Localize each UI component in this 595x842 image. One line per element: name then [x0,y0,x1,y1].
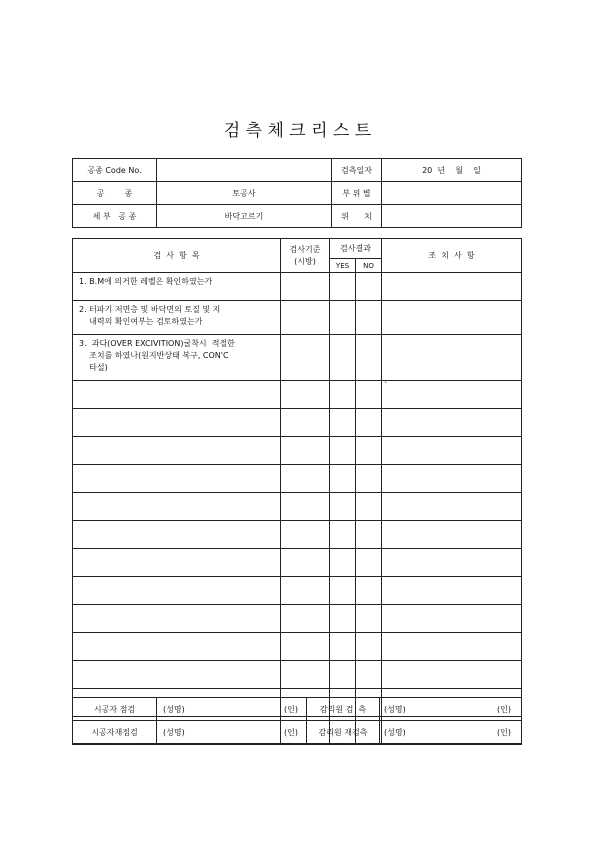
check-yes-cell[interactable] [330,465,356,493]
check-criteria-cell[interactable] [281,577,330,605]
check-action-cell[interactable] [382,409,522,437]
table-row [73,633,522,661]
header-no: NO [356,259,382,273]
check-item-text [73,409,281,437]
table-row [73,549,522,577]
check-criteria-cell[interactable] [281,521,330,549]
inspection-date-field[interactable]: 20 년 월 일 [382,159,522,182]
check-action-cell[interactable] [382,577,522,605]
check-action-cell[interactable] [382,381,522,409]
check-item-text [73,633,281,661]
check-yes-cell[interactable] [330,301,356,335]
check-no-cell[interactable] [356,335,382,381]
info-row-work-type [73,182,522,205]
table-row [73,577,522,605]
table-row [73,661,522,689]
check-no-cell[interactable] [356,409,382,437]
check-no-cell[interactable] [356,273,382,301]
check-yes-cell[interactable] [330,273,356,301]
signer-label: 시공자재점검 [73,721,157,744]
table-row [73,465,522,493]
inspection-date-label: 검측일자 [332,159,382,182]
header-item: 검 사 항 목 [73,239,281,273]
sub-work-field[interactable]: 바닥고르기 [157,205,332,228]
sub-work-label: 세 부 공 종 [73,205,157,228]
check-criteria-cell[interactable] [281,465,330,493]
check-action-cell[interactable] [382,521,522,549]
check-no-cell[interactable] [356,549,382,577]
supervisor-signature-field[interactable] [380,721,522,744]
seal-label: (인) [497,704,511,714]
check-no-cell[interactable] [356,521,382,549]
contractor-signature-field[interactable] [157,721,307,744]
position-field[interactable] [382,205,522,228]
check-no-cell[interactable] [356,605,382,633]
check-no-cell[interactable] [356,437,382,465]
table-row [73,301,522,335]
info-table [72,158,522,228]
contractor-signature-field[interactable] [157,698,307,721]
check-criteria-cell[interactable] [281,301,330,335]
signature-row [73,698,522,721]
check-criteria-cell[interactable] [281,493,330,521]
check-item-text [73,605,281,633]
check-action-cell[interactable] [382,633,522,661]
header-criteria: 검사기준 (시방) [281,239,330,273]
check-no-cell[interactable] [356,465,382,493]
work-type-field[interactable]: 토공사 [157,182,332,205]
signer-label: 시공자 점검 [73,698,157,721]
check-criteria-cell[interactable] [281,335,330,381]
check-item-text: 1. B.M에 의거한 레벨은 확인하였는가 [73,273,281,301]
table-row [73,605,522,633]
signature-name-label: (성명) [163,727,185,737]
seal-label: (인) [284,704,298,714]
table-row [73,335,522,381]
check-criteria-cell[interactable] [281,549,330,577]
header-action: 조 치 사 항 [382,239,522,273]
signature-name-label: (성명) [384,704,406,714]
check-item-text [73,465,281,493]
check-action-cell[interactable] [382,273,522,301]
check-yes-cell[interactable] [330,335,356,381]
check-action-cell[interactable] [382,661,522,689]
check-yes-cell[interactable] [330,409,356,437]
seal-label: (인) [497,727,511,737]
check-action-cell[interactable] [382,605,522,633]
check-no-cell[interactable] [356,381,382,409]
signature-row [73,721,522,744]
check-action-cell[interactable] [382,301,522,335]
stray-mark: ` [384,381,389,390]
check-no-cell[interactable] [356,661,382,689]
header-result: 검사결과 [330,239,382,259]
work-type-label: 공 종 [73,182,157,205]
signature-body [73,698,522,744]
check-criteria-cell[interactable] [281,661,330,689]
check-item-text: 2. 터파기 저면층 및 바닥면의 토질 및 지 내력의 확인여부는 검토하였는가 [73,301,281,335]
check-yes-cell[interactable] [330,381,356,409]
check-criteria-cell[interactable] [281,409,330,437]
work-code-field[interactable] [157,159,332,182]
check-no-cell[interactable] [356,633,382,661]
check-action-cell[interactable] [382,465,522,493]
check-item-text [73,577,281,605]
check-action-cell[interactable] [382,493,522,521]
check-yes-cell[interactable] [330,493,356,521]
table-row [73,437,522,465]
check-item-text [73,549,281,577]
check-yes-cell[interactable] [330,577,356,605]
check-yes-cell[interactable] [330,633,356,661]
check-criteria-cell[interactable] [281,381,330,409]
signature-name-label: (성명) [384,727,406,737]
check-item-text [73,661,281,689]
checklist-table [72,238,522,745]
page-title: 검 측 체 크 리 스 트 [223,121,372,141]
signature-name-label: (성명) [163,704,185,714]
info-row-code [73,159,522,182]
check-item-text [73,493,281,521]
checklist-header-row [73,239,522,259]
table-row [73,493,522,521]
check-item-text [73,381,281,409]
supervisor-label: 감리원 검 측 [307,698,380,721]
table-row [73,521,522,549]
check-yes-cell[interactable] [330,661,356,689]
check-yes-cell[interactable] [330,549,356,577]
check-item-text [73,437,281,465]
table-row [73,273,522,301]
signature-table [72,697,522,744]
position-label: 위 치 [332,205,382,228]
check-no-cell[interactable] [356,301,382,335]
check-criteria-cell[interactable] [281,273,330,301]
check-criteria-cell[interactable] [281,437,330,465]
supervisor-signature-field[interactable] [380,698,522,721]
check-action-cell[interactable] [382,335,522,381]
check-action-cell[interactable] [382,549,522,577]
info-row-sub-work [73,205,522,228]
supervisor-label: 감리원 재검측 [307,721,380,744]
check-criteria-cell[interactable] [281,605,330,633]
seal-label: (인) [284,727,298,737]
header-yes: YES [330,259,356,273]
location-label: 부 위 별 [332,182,382,205]
check-item-text: 3. 과다(OVER EXCIVITION)굴착시 적절한 조치를 하였나(원지반상태 복구, CON'C 타설) [73,335,281,381]
check-no-cell[interactable] [356,493,382,521]
check-item-text [73,521,281,549]
check-no-cell[interactable] [356,577,382,605]
work-code-label: 공종 Code No. [73,159,157,182]
table-row [73,381,522,409]
check-yes-cell[interactable] [330,437,356,465]
table-row [73,409,522,437]
check-yes-cell[interactable] [330,605,356,633]
checklist-body [73,273,522,745]
check-criteria-cell[interactable] [281,633,330,661]
check-action-cell[interactable] [382,437,522,465]
location-field[interactable] [382,182,522,205]
check-yes-cell[interactable] [330,521,356,549]
